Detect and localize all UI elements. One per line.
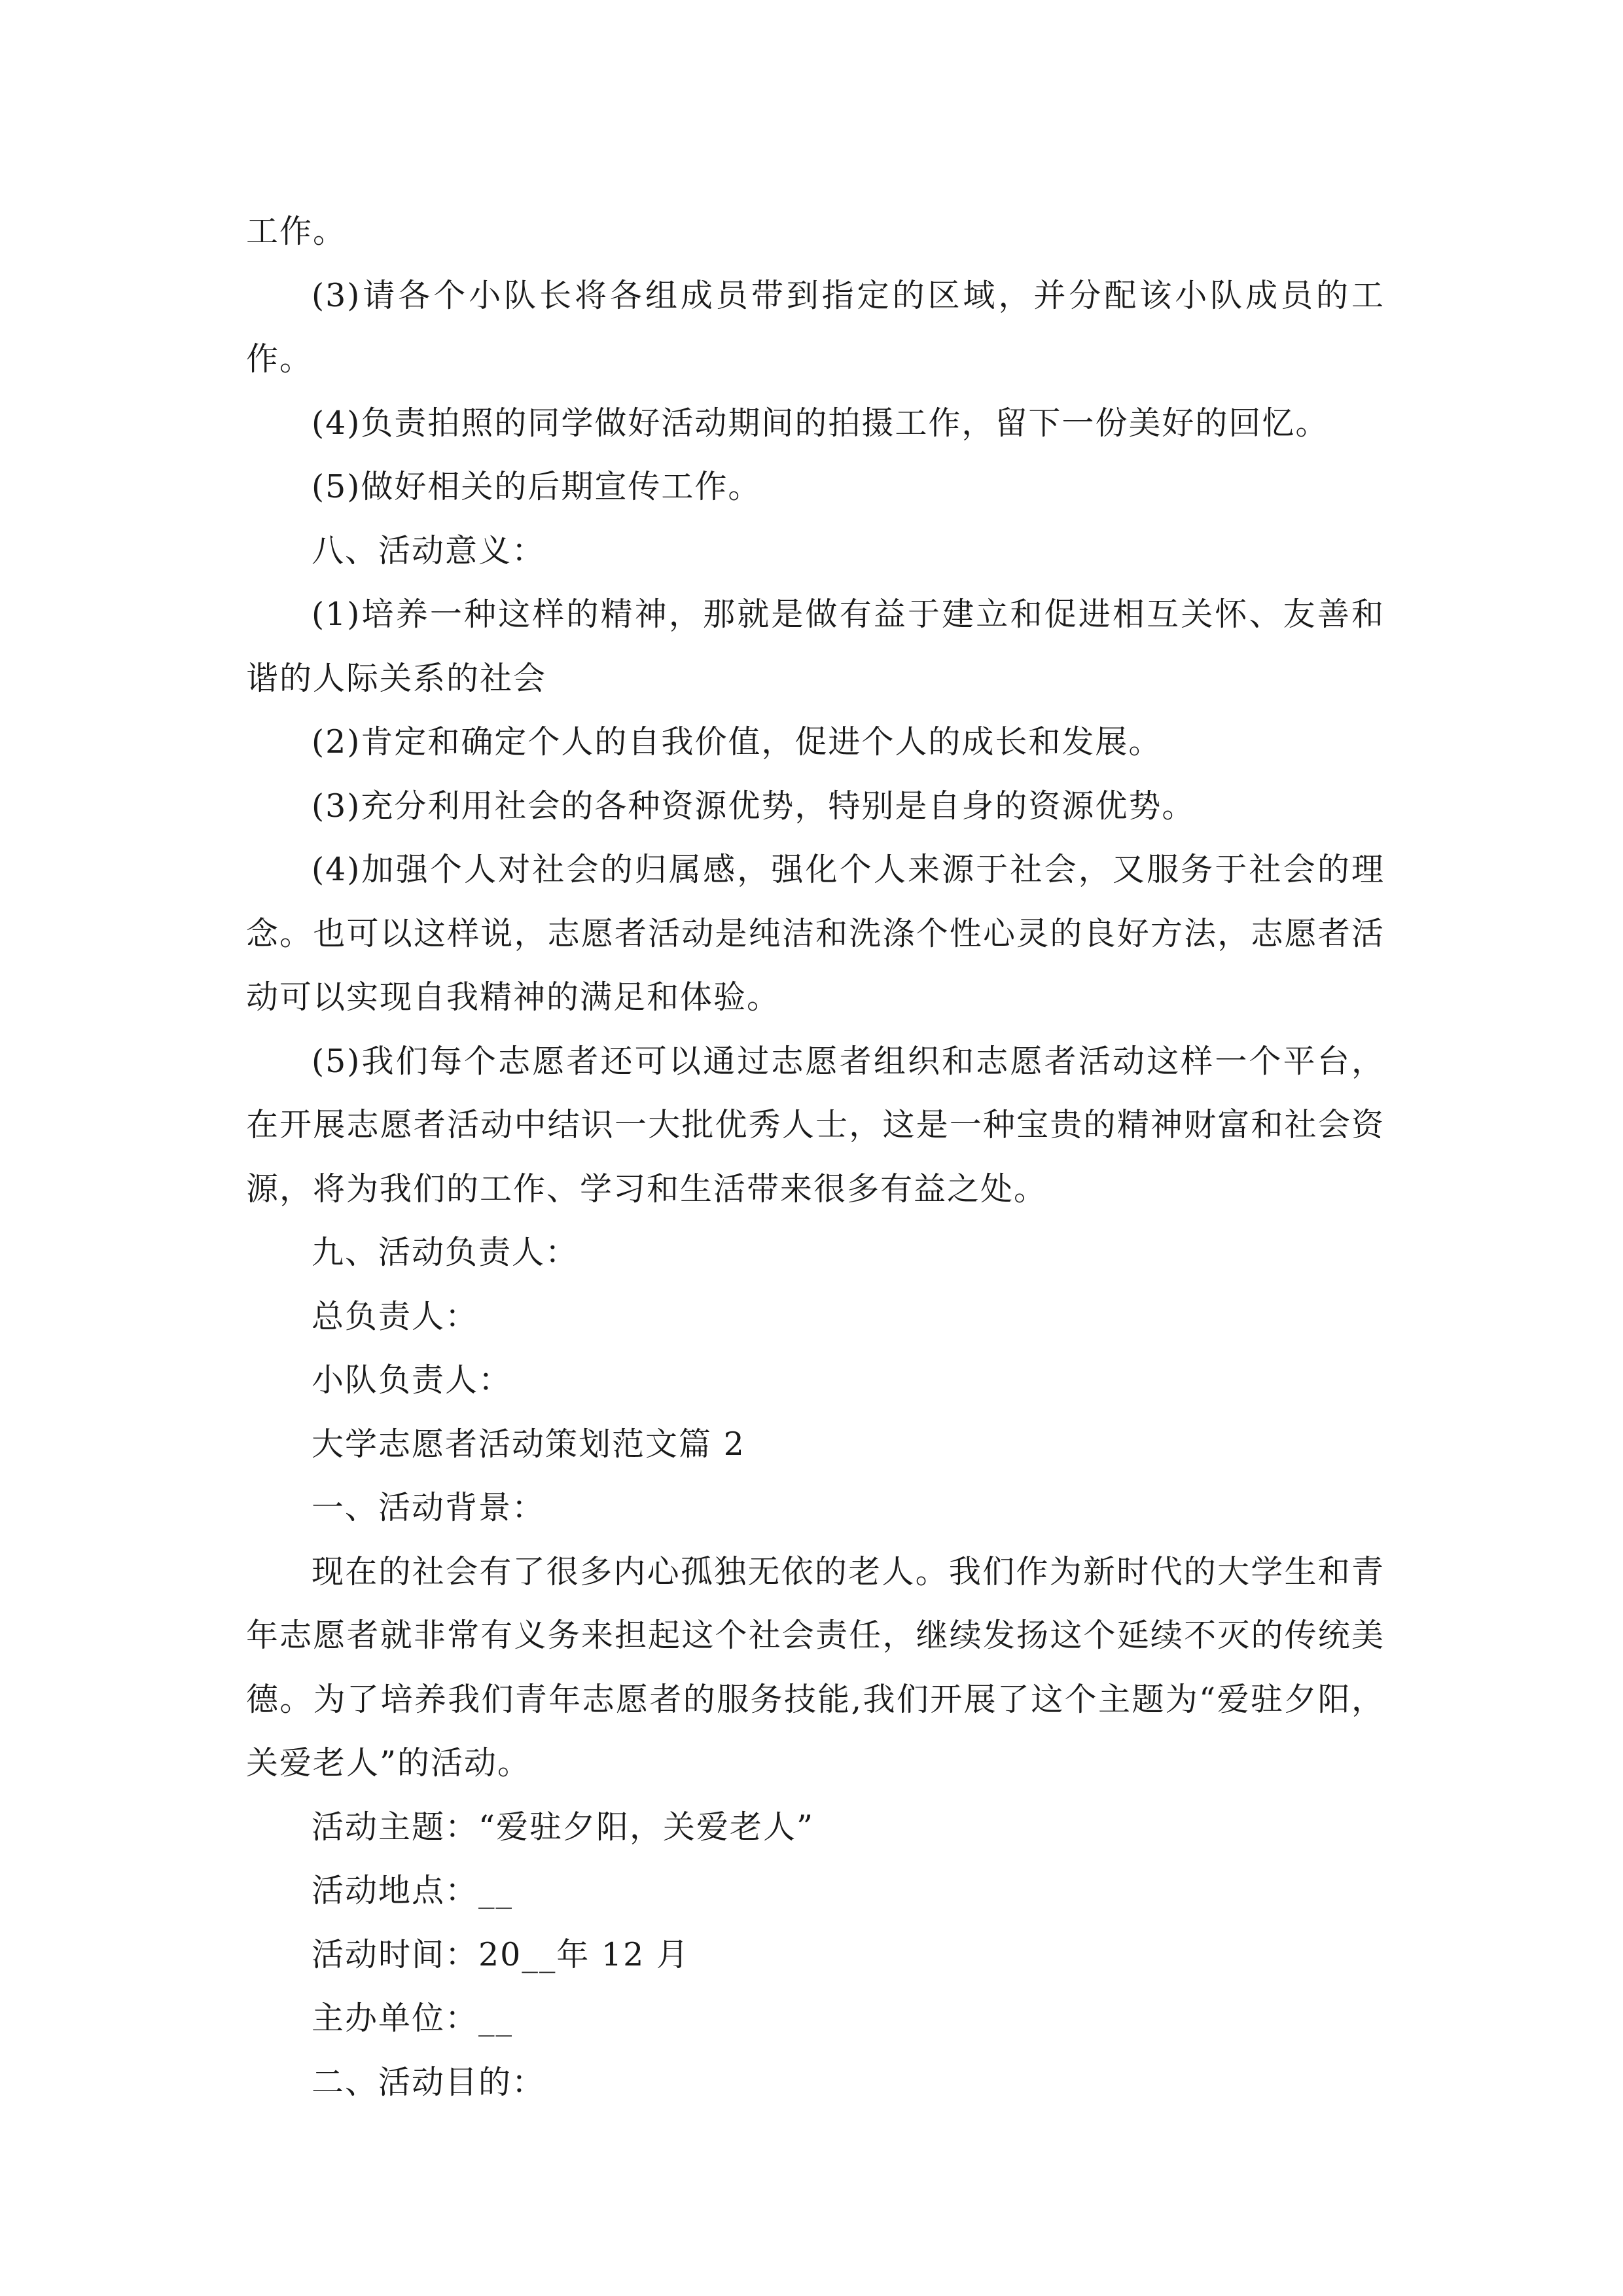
section-heading-background: 一、活动背景： bbox=[312, 1489, 546, 1526]
field-activity-theme: 活动主题：“爱驻夕阳，关爱老人” bbox=[312, 1808, 815, 1846]
paragraph-background: 现在的社会有了很多内心孤独无依的老人。我们作为新时代的大学生和青年志愿者就非常有义务来担起这个社会责任，继续发扬这个延续不灭的传统美德。为了培养我们青年志愿者的服务技能,我们开展了这个主题为“爱驻夕阳，关爱老人”的活动。 bbox=[246, 1552, 1385, 1782]
section-heading-purpose: 二、活动目的： bbox=[312, 2063, 546, 2101]
paragraph-continuation: 工作。 bbox=[246, 213, 347, 250]
paragraph-item-4-photo: (4)负责拍照的同学做好活动期间的拍摄工作，留下一份美好的回忆。 bbox=[312, 404, 1329, 442]
article-title-part-2: 大学志愿者活动策划范文篇 2 bbox=[312, 1425, 745, 1463]
section-heading-significance: 八、活动意义： bbox=[312, 531, 546, 569]
paragraph-item-3-work: (3)请各个小队长将各组成员带到指定的区域，并分配该小队成员的工作。 bbox=[246, 276, 1385, 378]
field-team-responsible: 小队负责人： bbox=[312, 1361, 512, 1399]
paragraph-item-5-publicity: (5)做好相关的后期宣传工作。 bbox=[312, 468, 762, 505]
paragraph-significance-2: (2)肯定和确定个人的自我价值，促进个人的成长和发展。 bbox=[312, 723, 1162, 761]
field-organizer: 主办单位：__ bbox=[312, 2000, 514, 2037]
field-activity-time: 活动时间：20__年 12 月 bbox=[312, 1935, 690, 1973]
field-chief-responsible: 总负责人： bbox=[312, 1297, 479, 1335]
paragraph-significance-4: (4)加强个人对社会的归属感，强化个人来源于社会，又服务于社会的理念。也可以这样说，志愿者活动是纯洁和洗涤个性心灵的良好方法，志愿者活动可以实现自我精神的满足和体验。 bbox=[246, 851, 1385, 1016]
paragraph-significance-1: (1)培养一种这样的精神，那就是做有益于建立和促进相互关怀、友善和谐的人际关系的社会 bbox=[246, 596, 1385, 697]
field-activity-location: 活动地点：__ bbox=[312, 1872, 514, 1909]
paragraph-significance-5: (5)我们每个志愿者还可以通过志愿者组织和志愿者活动这样一个平台，在开展志愿者活动中结识一大批优秀人士，这是一种宝贵的精神财富和社会资源，将为我们的工作、学习和生活带来很多有益之处。 bbox=[246, 1042, 1385, 1208]
section-heading-responsible: 九、活动负责人： bbox=[312, 1234, 579, 1271]
document-body bbox=[246, 200, 1385, 2114]
paragraph-significance-3: (3)充分利用社会的各种资源优势，特别是自身的资源优势。 bbox=[312, 787, 1196, 825]
